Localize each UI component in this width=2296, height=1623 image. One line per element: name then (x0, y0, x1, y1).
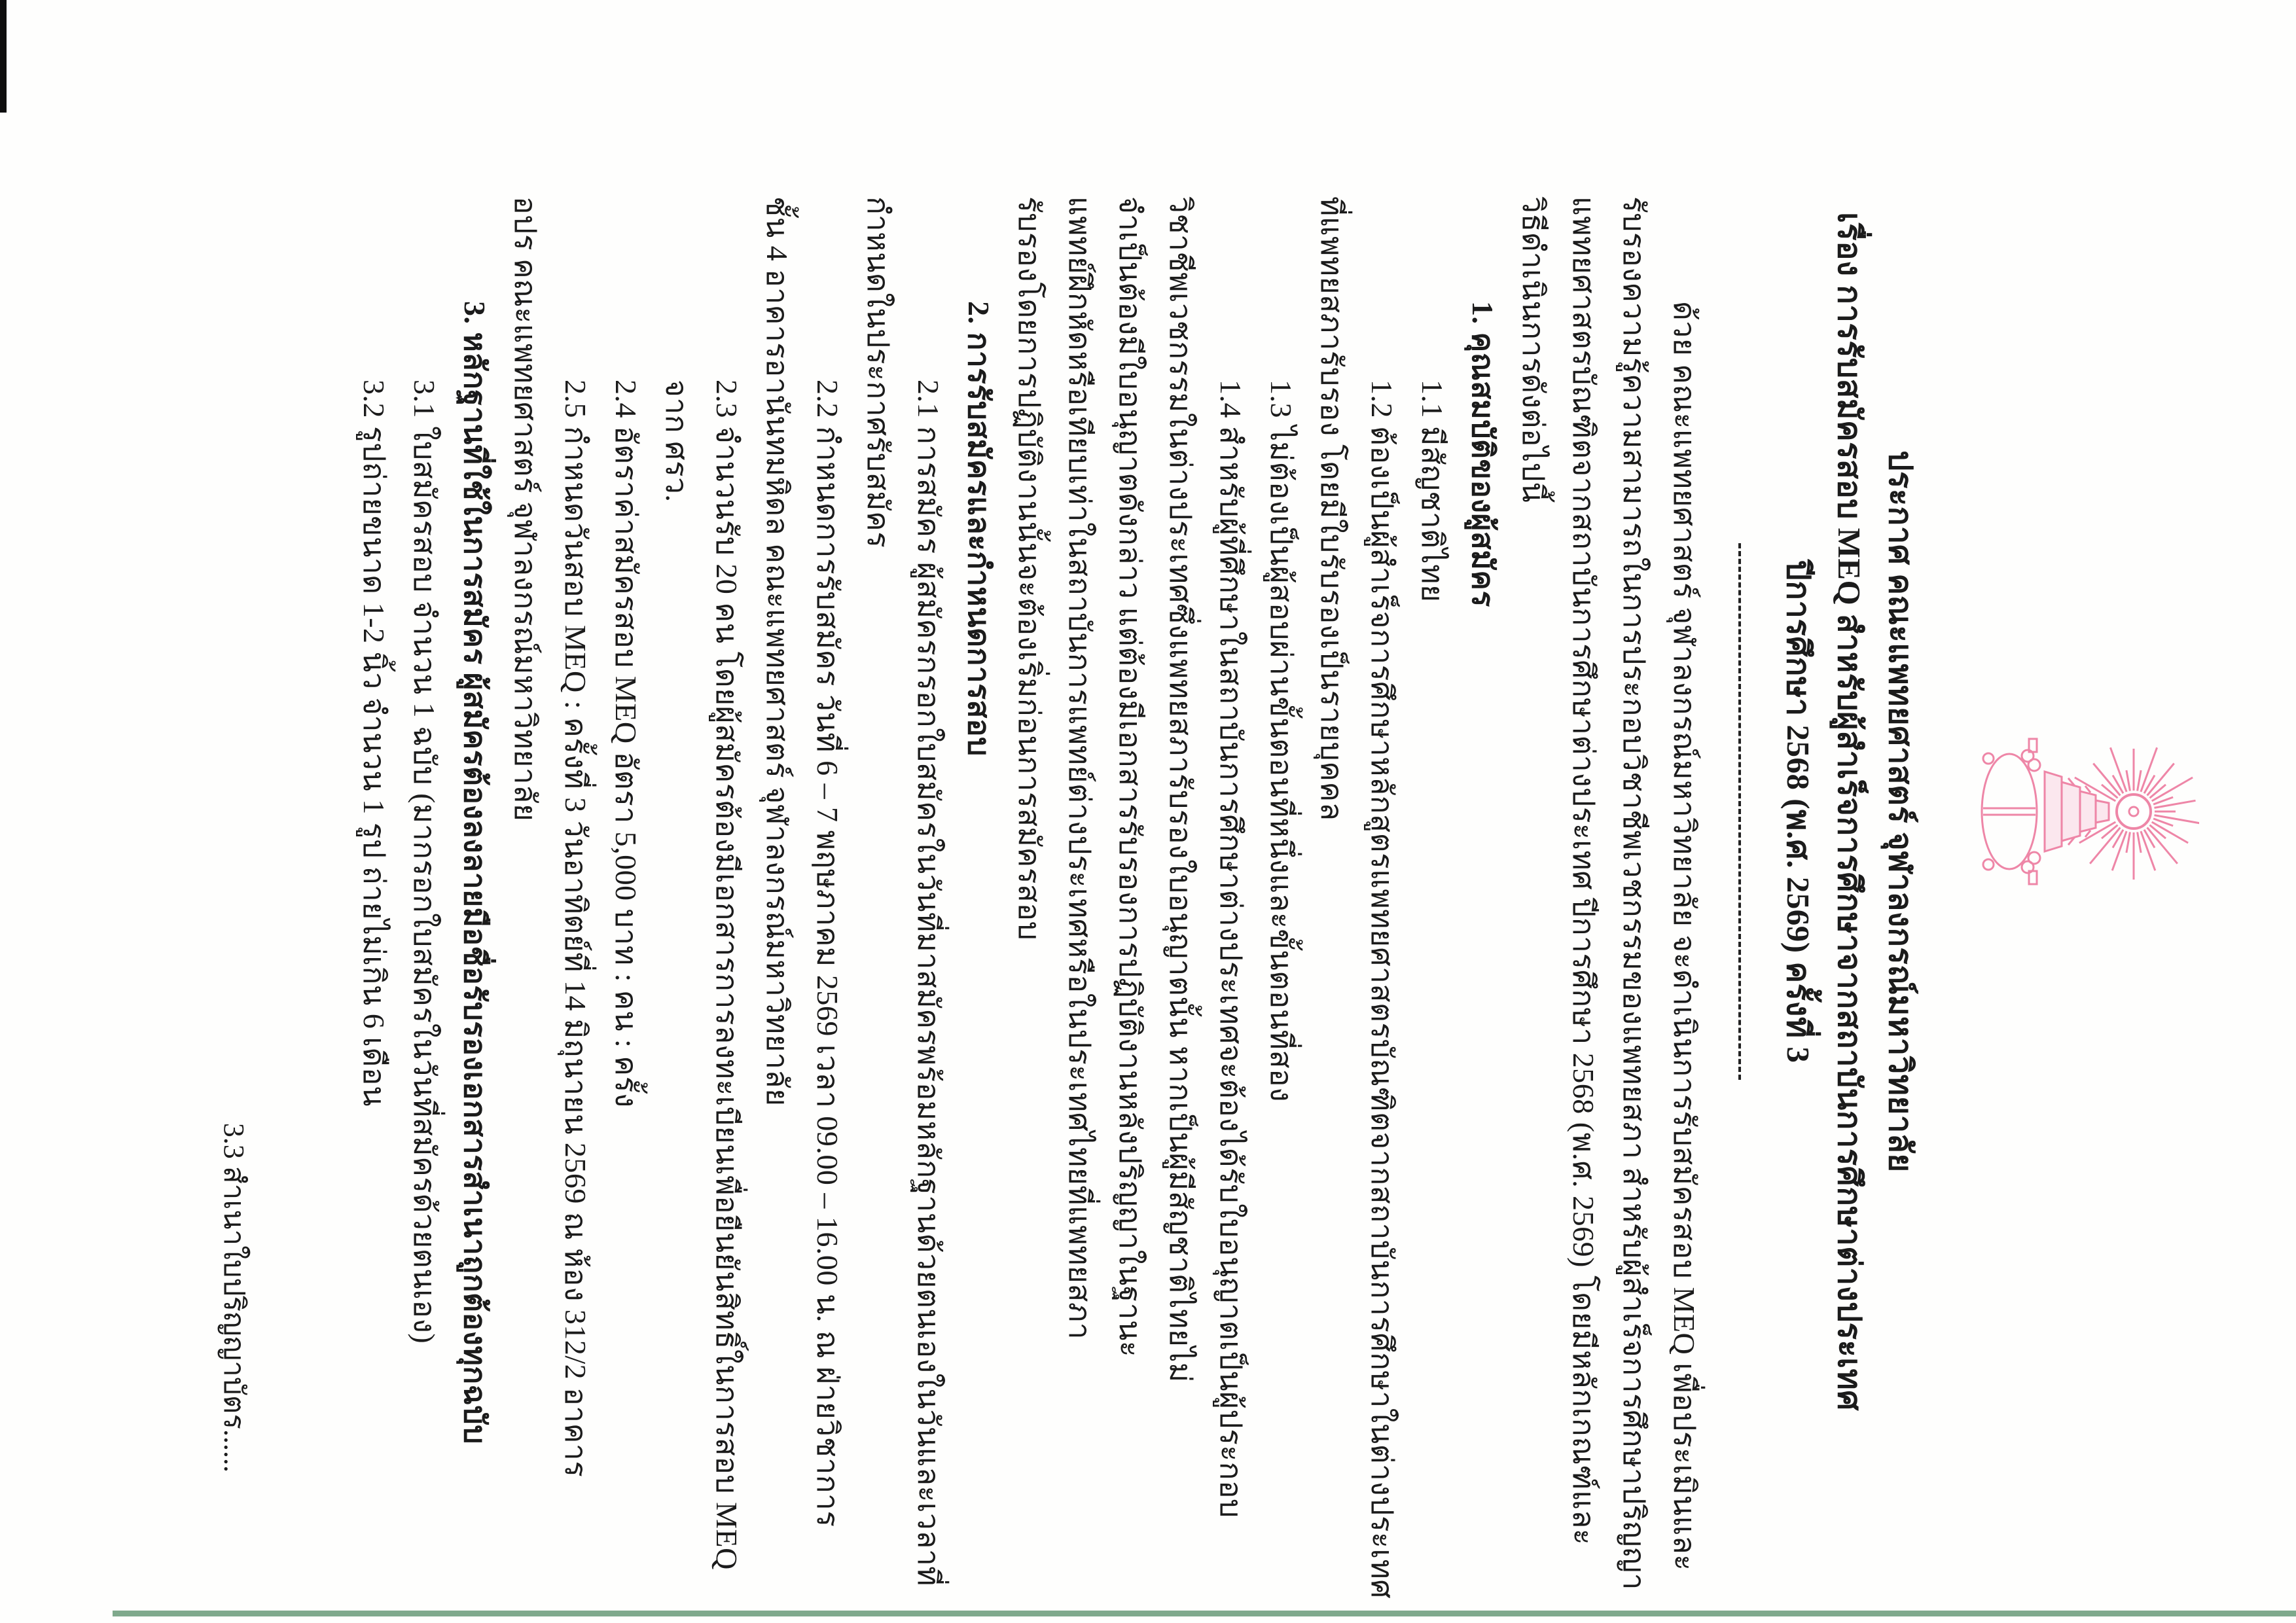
item-1-4-line-1: 1.4 สำหรับผู้ที่ศึกษาในสถาบันการศึกษาต่างประเทศจะต้องได้รับใบอนุญาตเป็นผู้ประกอบ (1214, 380, 1247, 1518)
item-1-3: 1.3 ไม่ต้องเป็นผู้สอบผ่านขั้นตอนที่หนึ่งและขั้นตอนที่สอง (1265, 380, 1298, 1103)
item-2-2-line-1: 2.2 กำหนดการรับสมัคร วันที่ 6 – 7 พฤษภาคม 2569 เวลา 09.00 – 16.00 น. ณ ฝ่ายวิชาการ (811, 380, 844, 1527)
item-2-3-line-2: จาก ศรว. (660, 380, 693, 503)
item-2-3-line-1: 2.3 จำนวนรับ 20 คน โดยผู้สมัครต้องมีเอกสารการลงทะเบียนเพื่อยืนยันสิทธิ์ในการสอบ MEQ (710, 380, 744, 1570)
item-2-5-line-2: อปร คณะแพทยศาสตร์ จุฬาลงกรณ์มหาวิทยาลัย (509, 196, 542, 822)
item-2-5-line-1: 2.5 กำหนดวันสอบ MEQ : ครั้งที่ 3 วันอาทิตย์ที่ 14 มิถุนายน 2569 ณ ห้อง 312/2 อาคาร (559, 380, 592, 1478)
item-2-4: 2.4 อัตราค่าสมัครสอบ MEQ อัตรา 5,000 บาท : คน : ครั้ง (609, 380, 643, 1108)
scan-artifact-green-line (113, 1611, 2296, 1616)
scan-artifact-black-edge (0, 0, 7, 113)
intro-line-2: รับรองความรู้ความสามารถในการประกอบวิชาชีพเวชกรรมของแพทยสภา สำหรับผู้สำเร็จการศึกษาปริญญา (1617, 196, 1651, 1591)
item-3-1: 3.1 ใบสมัครสอบ จำนวน 1 ฉบับ (มากรอกใบสมัครในวันที่สมัครด้วยตนเอง) (408, 380, 441, 1344)
doc-title-line-3: ปีการศึกษา 2568 (พ.ศ. 2569) ครั้งที่ 3 (1780, 560, 1816, 1063)
item-3-2: 3.2 รูปถ่ายขนาด 1-2 นิ้ว จำนวน 1 รูป ถ่ายไม่เกิน 6 เดือน (357, 380, 391, 1107)
item-1-4-line-3: จำเป็นต้องมีใบอนุญาตดังกล่าว แต่ต้องมีเอกสารรับรองการปฏิบัติงานหลังปริญญาในฐานะ (1113, 196, 1147, 1358)
section-3-heading: 3. หลักฐานที่ใช้ในการสมัคร ผู้สมัครต้องลงลายมือชื่อรับรองเอกสารสำเนาถูกต้องทุกฉบับ (458, 301, 492, 1444)
item-2-2-line-2: ชั้น 4 อาคารอานันทมหิดล คณะแพทยศาสตร์ จุฬาลงกรณ์มหาวิทยาลัย (761, 196, 794, 1107)
item-1-4-line-5: รับรองโดยการปฏิบัติงานนั้นจะต้องเริ่มก่อนการสมัครสอบ (1013, 196, 1046, 941)
item-1-2-line-1: 1.2 ต้องเป็นผู้สำเร็จการศึกษาหลักสูตรแพทยศาสตรบัณฑิตจากสถาบันการศึกษาในต่างประเทศ (1365, 380, 1399, 1599)
intro-line-1: ด้วย คณะแพทยศาสตร์ จุฬาลงกรณ์มหาวิทยาลัย จะดำเนินการรับสมัครสอบ MEQ เพื่อประเมินและ (1668, 301, 1701, 1571)
section-1-heading: 1. คุณสมบัติของผู้สมัคร (1466, 301, 1499, 607)
intro-line-3: แพทยศาสตรบัณฑิตจากสถาบันการศึกษาต่างประเทศ ปีการศึกษา 2568 (พ.ศ. 2569) โดยมีหลักเกณฑ์และ (1567, 196, 1600, 1546)
section-2-heading: 2. การรับสมัครและกำหนดการสอบ (962, 301, 996, 757)
doc-title-line-2: เรื่อง การรับสมัครสอบ MEQ สำหรับผู้สำเร็จการศึกษาจากสถาบันการศึกษาต่างประเทศ (1831, 212, 1867, 1411)
item-1-4-line-2: วิชาชีพเวชกรรมในต่างประเทศซึ่งแพทยสภารับรองใบอนุญาตนั้น หากเป็นผู้มีสัญชาติไทยไม่ (1164, 196, 1197, 1383)
title-divider-dashed-line (1738, 543, 1741, 1080)
item-2-1-line-2: กำหนดในประกาศรับสมัคร (861, 196, 895, 548)
doc-title-line-1: ประกาศ คณะแพทยศาสตร์ จุฬาลงกรณ์มหาวิทยาลัย (1882, 450, 1918, 1173)
item-2-1-line-1: 2.1 การสมัคร ผู้สมัครกรอกใบสมัครในวันที่มาสมัครพร้อมหลักฐานด้วยตนเองในวันและเวลาที่ (912, 380, 945, 1587)
item-1-1: 1.1 มีสัญชาติไทย (1416, 380, 1449, 603)
university-emblem-icon (1973, 730, 2199, 893)
catchword-next-page: 3.3 สำเนาใบปริญญาบัตร...... (218, 1122, 250, 1472)
intro-line-4: วิธีดำเนินการดังต่อไปนี้ (1516, 196, 1550, 503)
item-1-2-line-2: ที่แพทยสภารับรอง โดยมีใบรับรองเป็นรายบุคคล (1315, 196, 1348, 821)
item-1-4-line-4: แพทย์ฝึกหัดหรือเทียบเท่าในสถาบันการแพทย์ต่างประเทศหรือในประเทศไทยที่แพทยสภา (1063, 196, 1096, 1340)
